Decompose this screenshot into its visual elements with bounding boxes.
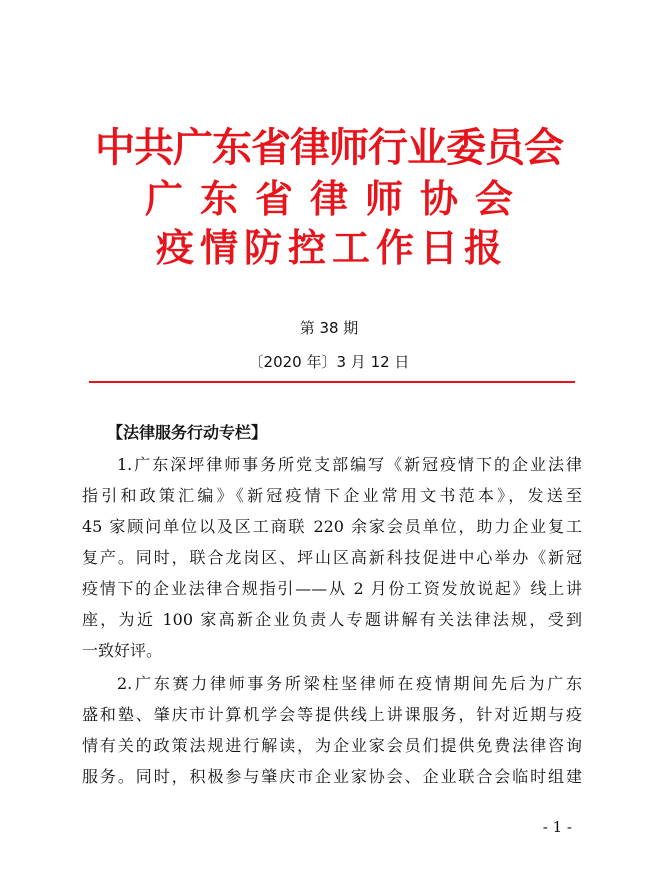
text-line: 一致好评。 [82, 641, 163, 660]
text-line: 情有关的政策法规进行解读，为企业家会员们提供免费法律咨询 [82, 736, 582, 755]
text-line: 疫情下的企业法律合规指引——从 2 月份工资发放说起》线上讲 [82, 579, 582, 598]
issue-number: 第 38 期 [299, 319, 359, 337]
text-line: 盛和塾、肇庆市计算机学会等提供线上讲课服务，针对近期与疫 [82, 705, 582, 724]
text-line: 复产。同时，联合龙岗区、坪山区高新科技促进中心举办《新冠 [82, 548, 582, 567]
text-line: 服务。同时，积极参与肇庆市企业家协会、企业联合会临时组建 [82, 767, 582, 786]
text-line: 2.广东赛力律师事务所梁柱坚律师在疫情期间先后为广东 [117, 674, 582, 693]
masthead-line-1: 中共广东省律师行业委员会 [95, 125, 563, 171]
text-line: 座，为近 100 家高新企业负责人专题讲解有关法律法规，受到 [82, 610, 582, 629]
text-line: 45 家顾问单位以及区工商联 220 余家会员单位，助力企业复工 [82, 517, 582, 536]
masthead-line-3: 疫情防控工作日报 [155, 226, 508, 270]
page-number: - 1 - [542, 818, 572, 836]
issue-date: 〔2020 年〕3 月 12 日 [248, 353, 410, 371]
text-line: 指引和政策汇编》《新冠疫情下企业常用文书范本》，发送至 [82, 486, 582, 505]
masthead-line-2: 广东省律师协会 [144, 177, 530, 221]
section-title: 【法律服务行动专栏】 [107, 423, 268, 442]
red-divider [89, 381, 575, 383]
text-line: 1.广东深坪律师事务所党支部编写《新冠疫情下的企业法律 [117, 455, 582, 474]
